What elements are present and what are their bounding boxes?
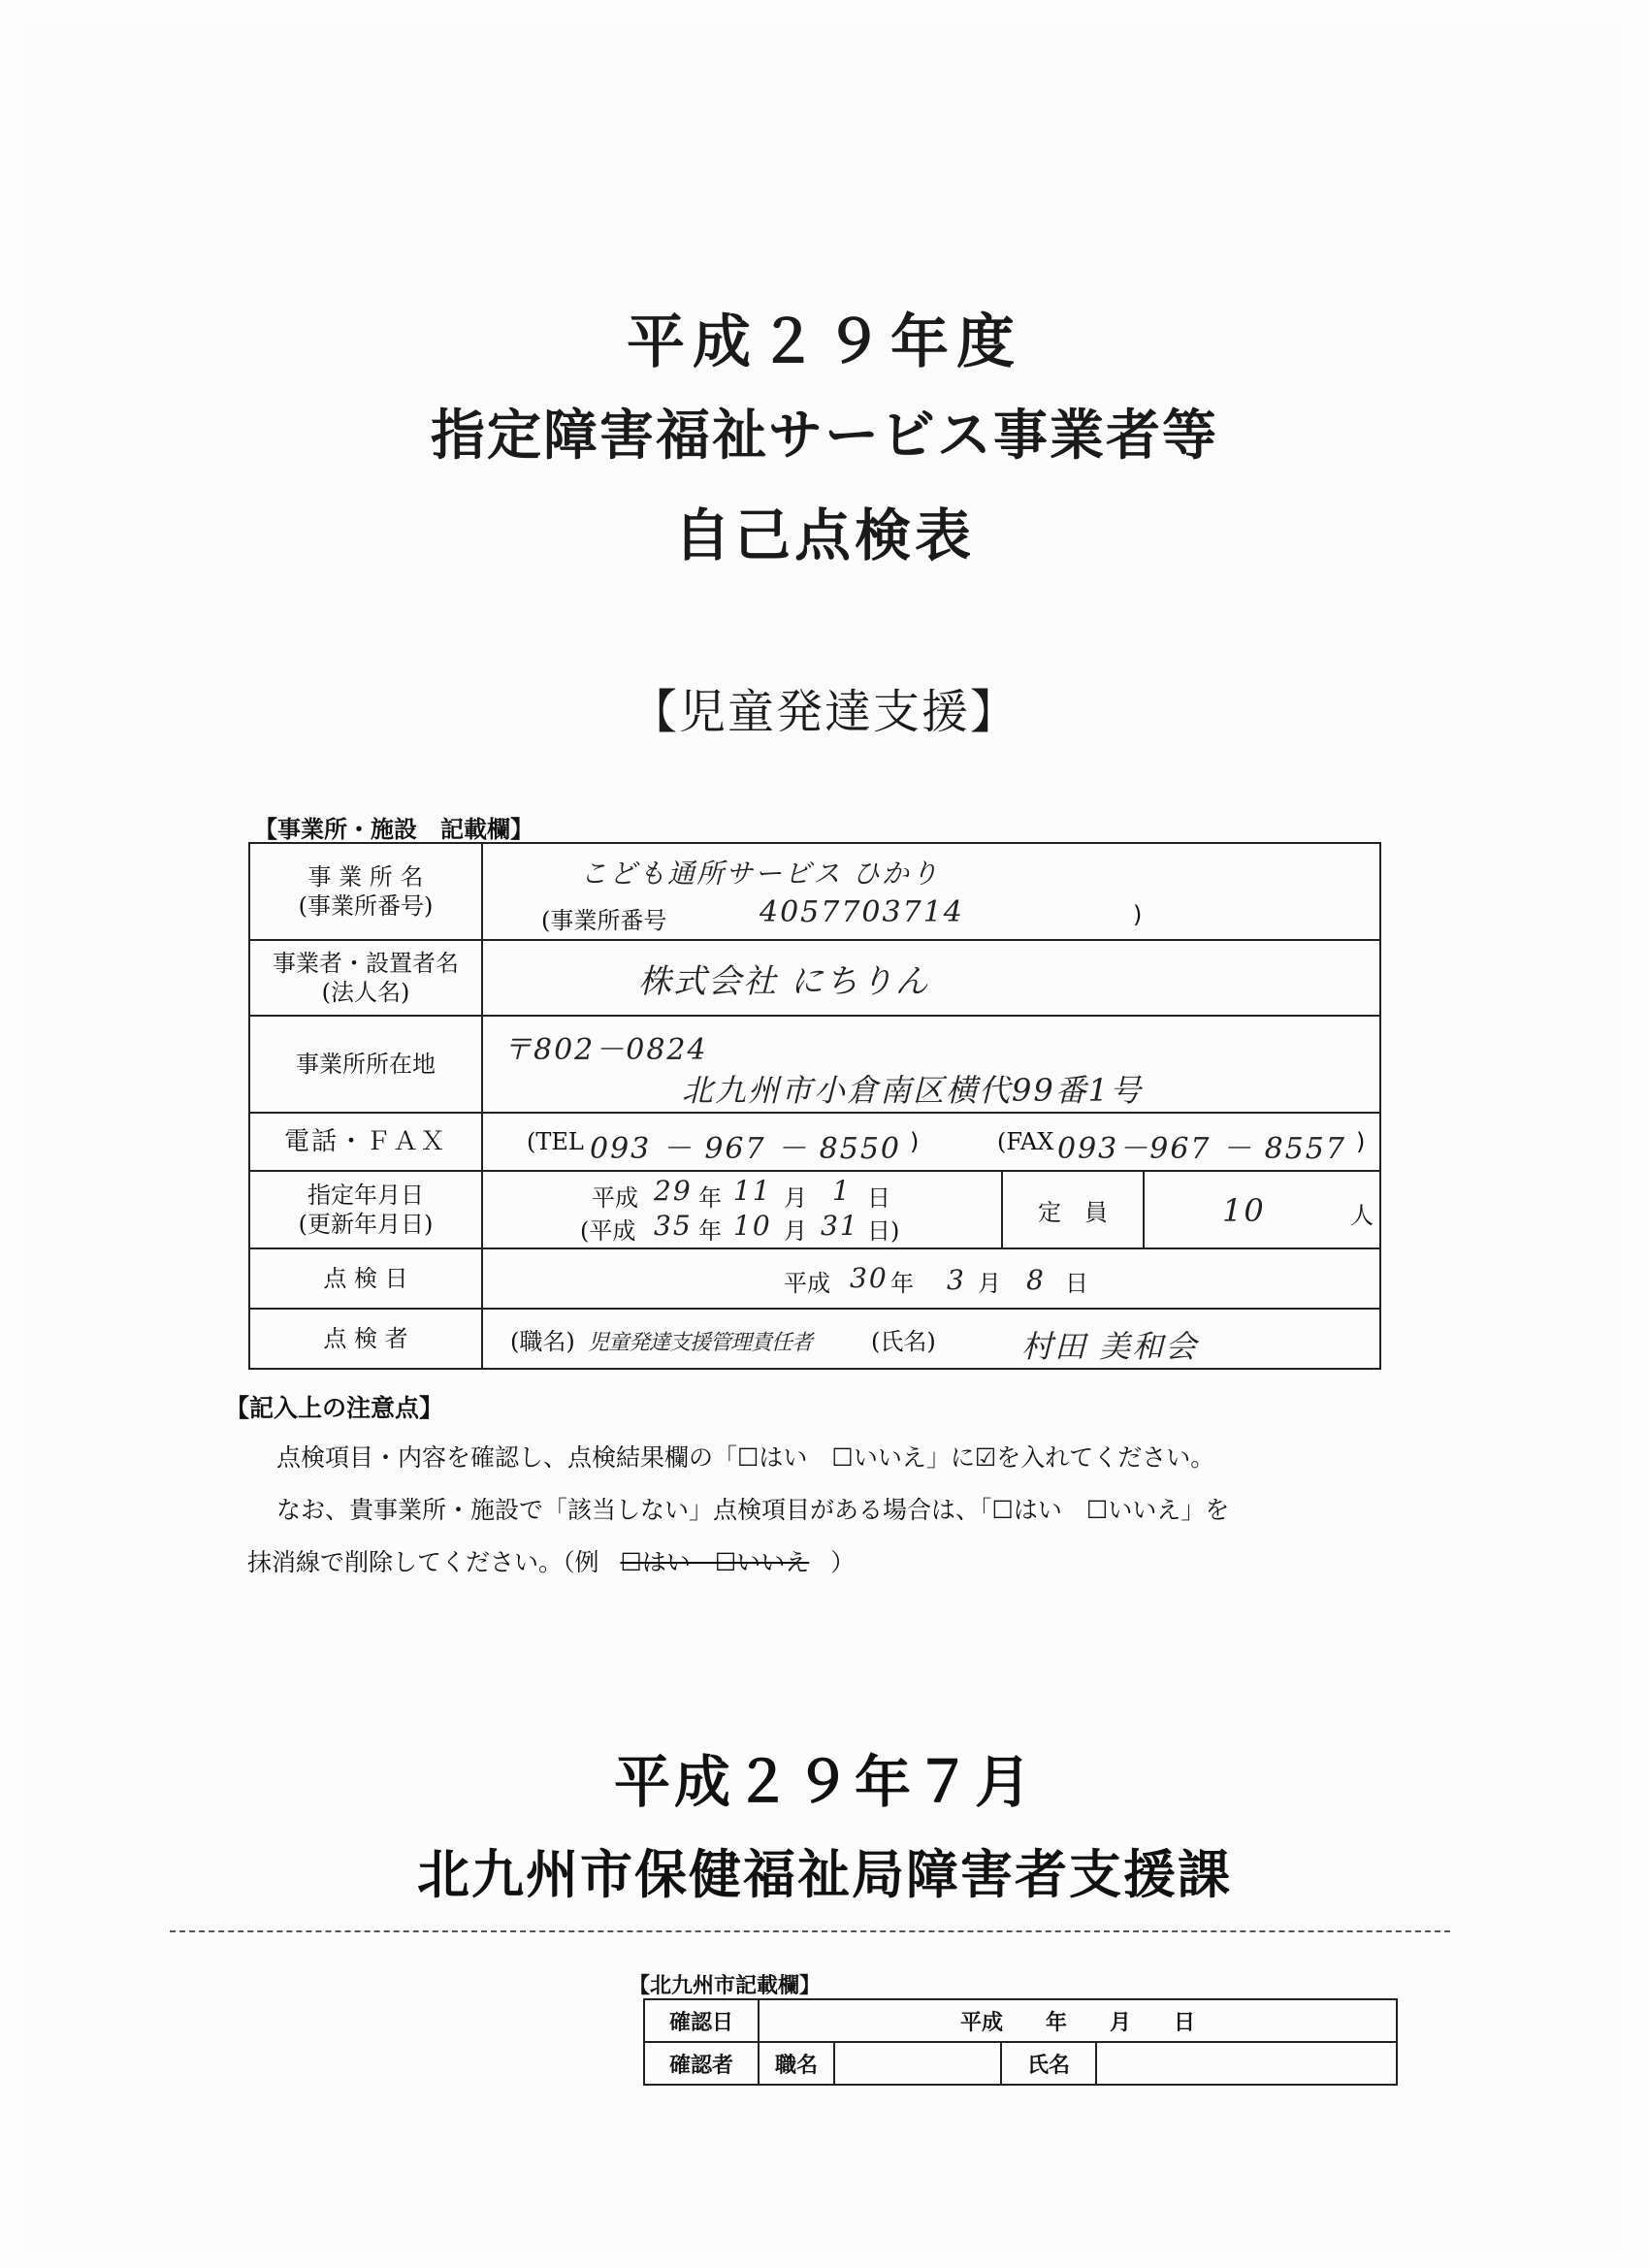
- notes-line-1: 点検項目・内容を確認し、点検結果欄の「☐はい ☐いいえ」に☑を入れてください。: [276, 1443, 1215, 1472]
- office-number-label: (事業所番号): [298, 892, 434, 920]
- designation-month-unit: 月: [784, 1184, 807, 1212]
- facility-table: [248, 842, 1381, 1370]
- notes-line-3-example: ☐はい ☐いいえ: [620, 1548, 810, 1576]
- confirm-date-field[interactable]: [759, 1999, 1397, 2042]
- designation-month: 11: [733, 1175, 772, 1207]
- office-number-suffix: ): [1133, 901, 1143, 928]
- sub-title: 自己点検表: [673, 502, 975, 568]
- inspection-date-label: 点 検 日: [249, 1248, 482, 1309]
- inspector-name-value: 村田 美和会: [1021, 1328, 1199, 1365]
- phone-row: [249, 1113, 1380, 1171]
- city-section-label: 【北九州市記載欄】: [629, 1974, 822, 1998]
- phone-label: 電話・ＦＡＸ: [249, 1113, 482, 1171]
- office-name-value-cell: [482, 843, 1380, 940]
- inspection-date-row: [249, 1248, 1380, 1309]
- inspector-label: 点 検 者: [249, 1309, 482, 1369]
- service-type: 【児童発達支援】: [630, 685, 1018, 739]
- address-label: 事業所所在地: [249, 1016, 482, 1113]
- notes-line-3: [247, 1543, 855, 1578]
- capacity-label: 定 員: [1002, 1171, 1144, 1248]
- designation-year: 29: [654, 1175, 693, 1207]
- renewal-year: 35: [654, 1210, 693, 1242]
- inspection-year-unit: 年: [890, 1270, 914, 1297]
- confirmer-row: [644, 2042, 1397, 2085]
- operator-value-cell: [482, 940, 1380, 1016]
- designation-day-unit: 日: [867, 1184, 890, 1212]
- corp-label: (法人名): [321, 979, 410, 1006]
- capacity-value-cell: [1144, 1171, 1380, 1248]
- designation-row: [249, 1171, 1380, 1248]
- operator-name-value: 株式会社 にちりん: [638, 961, 930, 1001]
- address-row: [249, 1016, 1380, 1113]
- confirmer-name-label: 氏名: [1001, 2042, 1096, 2085]
- operator-row: [249, 940, 1380, 1016]
- fax-prefix: (FAX: [997, 1128, 1054, 1155]
- tel-value: 093 － 967 － 8550: [590, 1132, 902, 1166]
- office-name-value: こども通所サービス ひかり: [580, 858, 940, 890]
- notes-label: 【記入上の注意点】: [225, 1394, 444, 1422]
- inspection-day: 8: [1026, 1264, 1046, 1296]
- renewal-label: (更新年月日): [298, 1211, 434, 1238]
- confirmer-label: 確認者: [644, 2042, 759, 2085]
- confirm-date-row: [644, 1999, 1397, 2042]
- inspection-era: 平成: [784, 1270, 830, 1297]
- renewal-day: 31: [821, 1210, 859, 1242]
- city-table: [643, 1998, 1398, 2086]
- address-value: 北九州市小倉南区横代99番1号: [682, 1072, 1144, 1109]
- operator-label: 事業者・設置者名: [273, 950, 459, 977]
- designation-label: 指定年月日: [307, 1182, 424, 1209]
- cut-line-divider: [170, 1930, 1450, 1932]
- capacity-unit: 人: [1350, 1202, 1374, 1229]
- office-number-value: 4057703714: [760, 895, 964, 929]
- inspection-month: 3: [947, 1264, 966, 1296]
- facility-section-label: 【事業所・施設 記載欄】: [254, 816, 534, 843]
- inspection-year: 30: [850, 1262, 889, 1294]
- inspection-day-unit: 日: [1065, 1270, 1088, 1297]
- designation-year-unit: 年: [698, 1184, 722, 1212]
- designation-day: 1: [832, 1175, 852, 1207]
- inspection-date-value-cell: [482, 1248, 1380, 1309]
- tel-prefix: (TEL: [527, 1128, 584, 1155]
- renewal-close: 日): [867, 1217, 900, 1245]
- renewal-month: 10: [733, 1210, 772, 1242]
- main-title: 指定障害福祉サービス事業者等: [431, 405, 1218, 468]
- postal-code-value: 〒802－0824: [502, 1033, 708, 1067]
- office-name-row: [249, 843, 1380, 940]
- fax-value: 093－967 － 8557: [1057, 1132, 1346, 1166]
- designation-value-cell: [482, 1171, 1002, 1248]
- year-title: 平成２９年度: [627, 308, 1022, 376]
- office-name-label-cell: [249, 843, 482, 940]
- footer-date: 平成２９年７月: [613, 1749, 1035, 1815]
- office-number-prefix: (事業所番号: [541, 907, 667, 934]
- confirm-date-template: 平成 年 月 日: [959, 2010, 1195, 2035]
- renewal-month-unit: 月: [784, 1217, 807, 1245]
- confirmer-job-title-label: 職名: [759, 2042, 834, 2085]
- inspector-job-title-value: 児童発達支援管理責任者: [588, 1331, 813, 1355]
- notes-line-3-suffix: ）: [830, 1548, 856, 1576]
- phone-value-cell: [482, 1113, 1380, 1171]
- tel-suffix: ): [910, 1128, 920, 1155]
- address-value-cell: [482, 1016, 1380, 1113]
- inspector-name-label: (氏名): [871, 1328, 936, 1355]
- confirm-date-label: 確認日: [644, 1999, 759, 2042]
- operator-label-cell: [249, 940, 482, 1016]
- inspector-row: [249, 1309, 1380, 1369]
- confirmer-job-title-field[interactable]: [834, 2042, 1001, 2085]
- inspector-job-title-label: (職名): [510, 1328, 575, 1355]
- renewal-year-unit: 年: [698, 1217, 722, 1245]
- inspection-month-unit: 月: [978, 1270, 1001, 1297]
- inspector-value-cell: [482, 1309, 1380, 1369]
- fax-suffix: ): [1356, 1128, 1366, 1155]
- confirmer-name-field[interactable]: [1096, 2042, 1397, 2085]
- office-name-label: 事 業 所 名: [307, 863, 424, 891]
- designation-era: 平成: [592, 1184, 638, 1212]
- notes-line-2: なお、貴事業所・施設で「該当しない」点検項目がある場合は、「☐はい ☐いいえ」を: [276, 1496, 1230, 1524]
- capacity-value: 10: [1222, 1192, 1266, 1229]
- notes-line-3-prefix: 抹消線で削除してください。（例: [247, 1548, 599, 1576]
- designation-label-cell: [249, 1171, 482, 1248]
- footer-department: 北九州市保健福祉局障害者支援課: [417, 1844, 1232, 1905]
- renewal-era: (平成: [580, 1217, 636, 1245]
